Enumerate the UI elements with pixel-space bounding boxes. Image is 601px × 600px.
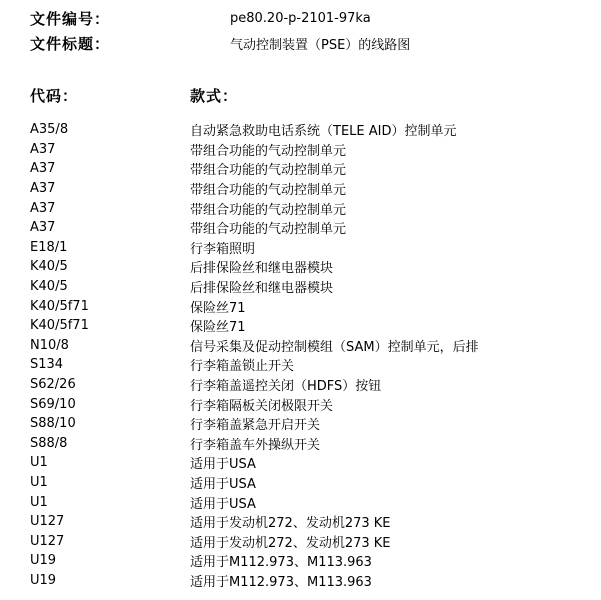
- component-code: A37: [30, 200, 56, 216]
- doc-title-row: [30, 33, 410, 53]
- list-item: [30, 375, 590, 395]
- doc-number-label: 文件编号：: [30, 9, 111, 28]
- component-code: K40/5: [30, 279, 68, 295]
- component-description: 适用于发动机272、发动机273 KE: [190, 535, 391, 551]
- list-item: [30, 473, 590, 493]
- component-description: 适用于发动机272、发动机273 KE: [190, 516, 391, 532]
- list-item: [30, 316, 590, 336]
- list-item: [30, 296, 590, 316]
- list-item: [30, 414, 590, 434]
- component-code: U1: [30, 494, 48, 510]
- list-item: [30, 140, 590, 160]
- component-code: A37: [30, 141, 56, 157]
- component-code: U19: [30, 572, 57, 588]
- component-description: 自动紧急救助电话系统（TELE AID）控制单元: [190, 124, 457, 140]
- list-item: [30, 179, 590, 199]
- component-description: 行李箱盖遥控关闭（HDFS）按钮: [190, 379, 382, 395]
- component-description: 保险丝71: [190, 300, 246, 316]
- component-code: A37: [30, 181, 56, 197]
- component-code: S88/8: [30, 435, 68, 451]
- list-item: [30, 551, 590, 571]
- component-code: A35/8: [30, 122, 69, 138]
- component-description: 行李箱照明: [190, 241, 256, 257]
- component-code: A37: [30, 220, 56, 236]
- list-item: [30, 198, 590, 218]
- list-item: [30, 394, 590, 414]
- doc-title-value: 气动控制装置（PSE）的线路图: [230, 37, 411, 53]
- component-description: 带组合功能的气动控制单元: [190, 222, 347, 238]
- component-description: 行李箱盖紧急开启开关: [190, 418, 321, 434]
- list-item: [30, 218, 590, 238]
- component-description: 适用于USA: [190, 457, 256, 473]
- component-description: 带组合功能的气动控制单元: [190, 163, 347, 179]
- component-code: N10/8: [30, 337, 69, 353]
- list-item: [30, 434, 590, 454]
- component-code: S134: [30, 357, 64, 373]
- doc-number-value: pe80.20-p-2101-97ka: [230, 10, 371, 26]
- list-item: [30, 120, 590, 140]
- component-code: K40/5f71: [30, 298, 89, 314]
- component-code: U127: [30, 514, 65, 530]
- component-description: 保险丝71: [190, 320, 246, 336]
- list-item: [30, 238, 590, 258]
- doc-title-label: 文件标题：: [30, 34, 111, 53]
- list-item: [30, 355, 590, 375]
- component-code: K40/5f71: [30, 318, 89, 334]
- component-code: A37: [30, 161, 56, 177]
- component-code: E18/1: [30, 239, 68, 255]
- component-description: 适用于M112.973、M113.963: [190, 574, 372, 590]
- component-description: 适用于M112.973、M113.963: [190, 555, 372, 571]
- component-code: S69/10: [30, 396, 76, 412]
- component-code: U1: [30, 474, 48, 490]
- list-item: [30, 453, 590, 473]
- list-item: [30, 512, 590, 532]
- component-list: [30, 120, 590, 590]
- component-description: 后排保险丝和继电器模块: [190, 281, 334, 297]
- list-item: [30, 531, 590, 551]
- list-item: [30, 336, 590, 356]
- list-item: [30, 571, 590, 591]
- component-code: K40/5: [30, 259, 68, 275]
- component-code: S62/26: [30, 377, 76, 393]
- code-column-header: 代码：: [30, 86, 79, 105]
- component-description: 带组合功能的气动控制单元: [190, 143, 347, 159]
- column-headers: [30, 84, 238, 106]
- component-description: 行李箱盖车外操纵开关: [190, 437, 321, 453]
- list-item: [30, 159, 590, 179]
- list-item: [30, 277, 590, 297]
- component-description: 后排保险丝和继电器模块: [190, 261, 334, 277]
- component-description: 适用于USA: [190, 496, 256, 512]
- component-description: 行李箱盖锁止开关: [190, 359, 295, 375]
- list-item: [30, 492, 590, 512]
- component-description: 信号采集及促动控制模组（SAM）控制单元，后排: [190, 339, 479, 355]
- component-description: 行李箱隔板关闭极限开关: [190, 398, 334, 414]
- component-code: U1: [30, 455, 48, 471]
- component-code: S88/10: [30, 416, 76, 432]
- component-code: U127: [30, 533, 65, 549]
- component-code: U19: [30, 553, 57, 569]
- component-description: 带组合功能的气动控制单元: [190, 202, 347, 218]
- list-item: [30, 257, 590, 277]
- component-description: 适用于USA: [190, 476, 256, 492]
- doc-number-row: [30, 8, 371, 28]
- component-description: 带组合功能的气动控制单元: [190, 183, 347, 199]
- style-column-header: 款式：: [190, 86, 239, 105]
